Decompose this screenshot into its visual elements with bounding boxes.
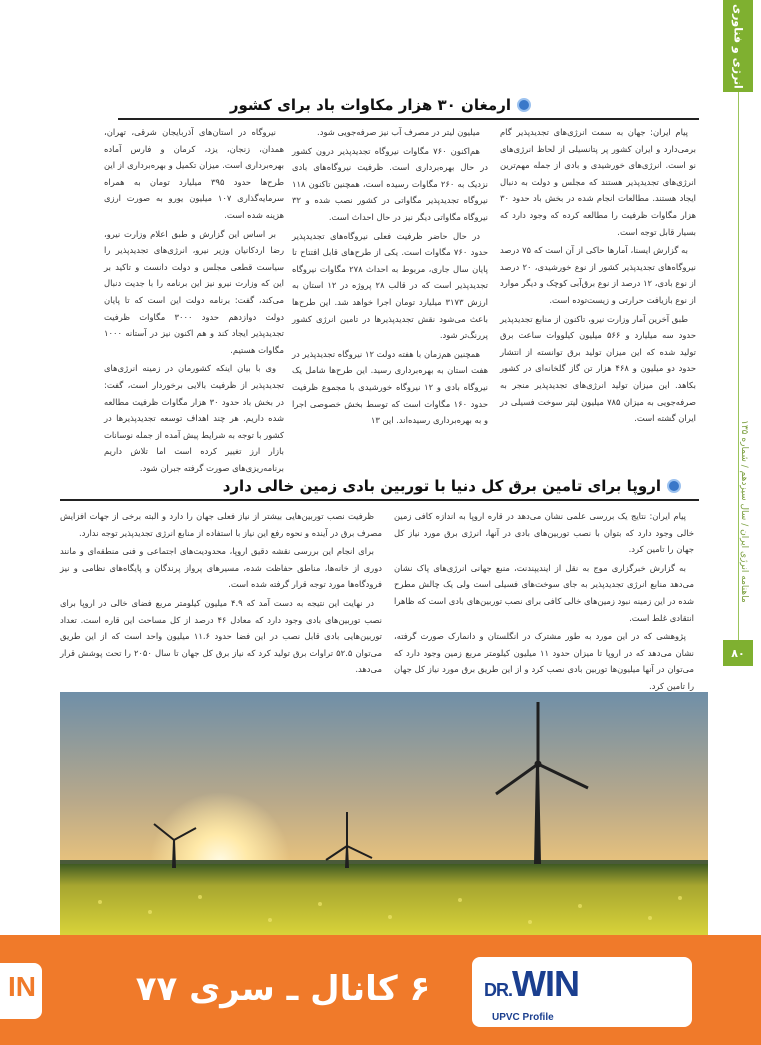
paragraph: هم‌اکنون ۷۶۰ مگاوات نیروگاه تجدیدپذیر درون کشور در حال بهره‌برداری است. ظرفیت نیروگاه‌های بادی نزدیک به ۲۶۰ مگاوات رسیده است، همچنین تاکنون ۱۱۸ نیروگاه تجدیدپذیر مگاواتی در کشور نصب شده و ۳۲ نیروگاه مگاواتی دیگر نیز در حال احداث است.: [292, 145, 488, 222]
brand-main: WIN: [512, 963, 579, 1004]
article1-column-3: [104, 124, 284, 473]
article1-title: [230, 96, 531, 114]
article2-column-1: [394, 508, 694, 691]
paragraph: برای انجام این بررسی نقشه دقیق اروپا، محدودیت‌های اجتماعی و فنی منطقه‌ای و مانند دوری از خانه‌ها، مناطق حفاظت شده، مسیرهای پرواز پرندگان و پایگاه‌های نظامی و نیز فرودگاه‌ها مورد توجه قرار گرفته شده است.: [60, 546, 382, 590]
wind-turbine-photo: [60, 692, 708, 936]
paragraph: میلیون لیتر در مصرف آب نیز صرفه‌جویی شود.: [317, 127, 480, 137]
paragraph: همچنین هم‌زمان با هفته دولت ۱۲ نیروگاه تجدیدپذیر در هفت استان به بهره‌برداری رسید. این طرح‌ها شامل یک نیروگاه بادی و ۱۲ نیروگاه خورشیدی با مجموع ظرفیت حدود ۱۶۰ مگاوات است که توسط بخش خصوصی اجرا و به بهره‌برداری رسیده‌اند. این ۱۳: [292, 348, 488, 426]
paragraph: پیام ایران: جهان به سمت انرژی‌های تجدیدپذیر گام برمی‌دارد و ایران کشور پر پتانسیلی از لحاظ انرژی‌های نو است. انرژی‌های خورشیدی و بادی از جمله مهم‌ترین انرژی‌های تجدیدپذیر هستند که مجلس و دولت به دنبال ایجاد هستند. مطالعات انجام شده در بخش باد حدود ۳۰ هزار مگاوات ظرفیت را مطالعه کرده که وجود دارد که بسیار قابل توجه است.: [500, 127, 696, 237]
side-margin: [711, 0, 761, 935]
brand-name: [484, 963, 579, 1005]
paragraph: وی با بیان اینکه کشورمان در زمینه انرژی‌های تجدیدپذیر از ظرفیت بالایی برخوردار است، گفت: در بخش باد حدود ۳۰ هزار مگاوات ظرفیت مطالعه شده داریم. هر چند اهداف توسعه تجدیدپذیرها در کشور با توجه به شرایط پیش آمده از جمله نوسانات بازار ارز تغییر کرده است اما تلاش داریم برنامه‌ریزی‌های صورت گرفته جبران شود.: [104, 363, 284, 473]
title-bullet-icon: [667, 479, 681, 493]
partner-logo: [0, 963, 42, 1019]
flower-field: [60, 864, 708, 936]
article2-title-rule: [60, 499, 699, 501]
paragraph: طبق آخرین آمار وزارت نیرو، تاکنون از منابع تجدیدپذیر حدود سه میلیارد و ۵۶۶ میلیون کیلووات ساعت برق تولید شده که این میزان تولید برق توانسته از انتشار حدود دو میلیون و ۴۶۸ هزار تن گاز گلخانه‌ای در کشور بکاهد. این میزان تولید انرژی‌های تجدیدپذیر منجر به صرفه‌جویی به میزان ۷۸۵ میلیون لیتر سوخت فسیلی در ایران گشته است.: [500, 313, 697, 424]
page-number: ۸۰: [723, 640, 753, 666]
article2-column-2: [60, 508, 382, 684]
article2-title: [223, 477, 681, 495]
paragraph: بر اساس این گزارش و طبق اعلام وزارت نیرو، رضا اردکانیان وزیر نیرو، انرژی‌های تجدیدپذیر را سیاست قطعی مجلس و دولت دانست و تاکید بر این که وزارت نیرو نیز این برنامه را با جدیت دنبال می‌کند، گفت: برنامه دولت این است که تا پایان دولت دوازدهم حدود ۳۰۰۰ مگاوات ظرفیت تجدیدپذیر ایجاد کند و هم اکنون نیز در آستانه ۱۰۰۰ مگاوات هستیم.: [104, 228, 284, 355]
article1-column-2: [292, 124, 488, 476]
paragraph: به گزارش خبرگزاری موج به نقل از ایندیپندنت، منبع جهانی انرژی‌های پاک نشان می‌دهد منابع انرژی تجدیدپذیر به جای سوخت‌های فسیلی است ولی یک چالش مطرح شده در این زمینه نبود زمین‌های خالی کافی برای نصب توربین‌های بادی است که ظاهرا انتقادی غلط است.: [394, 562, 694, 623]
title-bullet-icon: [517, 98, 531, 112]
wind-turbine-illustration: [60, 692, 708, 936]
paragraph: نیروگاه در استان‌های آذربایجان شرقی، تهران، همدان، زنجان، یزد، کرمان و فارس آماده بهره‌برداری است. میزان تکمیل و بهره‌برداری از این طرح‌ها حدود ۳۹۵ میلیارد تومان به همراه سرمایه‌گذاری ۱۰۷ میلیون یورو به صورت ارزی هزینه شده است.: [104, 127, 284, 220]
ad-slogan: ۶ کانال ـ سری ۷۷: [135, 969, 431, 1009]
paragraph: در نهایت این نتیجه به دست آمد که ۴.۹ میلیون کیلومتر مربع فضای خالی در اروپا برای نصب توربین‌های بادی وجود دارد که معادل ۴۶ درصد از کل مساحت این قاره است. تعداد توربین‌هایی بادی قابل نصب در این فضا حدود ۱۱.۶ میلیون واحد است که از این طریق می‌توان ۵۲.۵ تراوات برق تولید کرد که نیاز برق کل جهان تا سال ۲۰۵۰ را تحت پوشش قرار می‌دهد.: [60, 597, 383, 675]
paragraph: به گزارش ایسنا، آمارها حاکی از آن است که ۷۵ درصد نیروگاه‌های تجدیدپذیر کشور از نوع خورشیدی، ۲۰ درصد از نوع بادی، ۱۲ درصد از نوع برق‌آبی کوچک و دیگر موارد از نوع بازیافت حرارتی و زیست‌توده است.: [500, 245, 696, 305]
partner-logo-text: IN: [8, 971, 36, 1002]
brand-tagline: UPVC Profile: [492, 1012, 554, 1023]
paragraph: پژوهشی که در این مورد به طور مشترک در انگلستان و دانمارک صورت گرفته، نشان می‌دهد که در اروپا تا میزان حدود ۱۱ میلیون کیلومتر مربع زمین وجود دارد که می‌توان در آنها میلیون‌ها توربین بادی نصب کرد و از این طریق برق مورد نیاز کل جهان را تامین کرد.: [394, 631, 694, 691]
article1-title-rule: [118, 118, 699, 120]
article1-column-1: [500, 124, 696, 476]
article1-title-text: ارمغان ۳۰ هزار مکاوات باد برای کشور: [229, 96, 511, 114]
section-label: انرژی و فناوری: [731, 3, 745, 89]
paragraph: پیام ایران: نتایج یک بررسی علمی نشان می‌دهد در قاره اروپا به اندازه کافی زمین خالی وجود دارد که بتوان با نصب توربین‌های بادی در آنها، انرژی برق مورد نیاز کل جهان را تامین کرد.: [394, 511, 694, 555]
article2-title-text: اروپا برای تامین برق کل دنیا با توربین بادی زمین خالی دارد: [222, 477, 661, 495]
section-tab: [723, 0, 753, 92]
paragraph: در حال حاضر ظرفیت فعلی نیروگاه‌های تجدیدپذیر حدود ۷۶۰ مگاوات است. یکی از طرح‌های قابل افتتاح تا پایان سال جاری، مربوط به احداث ۲۷۸ مگاوات نیروگاه تجدیدپذیر است که در قالب ۲۸ پروژه در ۱۲ استان به ارزش ۳۱۷۳ میلیارد تومان اجرا خواهد شد. این طرح‌ها باعث می‌شود نقش تجدیدپذیرها در تامین انرژی کشور پررنگ‌تر شود.: [292, 230, 488, 341]
paragraph: ظرفیت نصب توربین‌هایی بیشتر از نیاز فعلی جهان را دارد و البته برخی از جهات افزایش مصرف برق در آینده و نحوه رفع این نیاز با استفاده از منابع انرژی تجدیدپذیر توجه ندارد.: [60, 511, 382, 538]
advertisement-banner: [0, 935, 761, 1045]
issue-info: ماهنامه انرژی ایران / سال سیزدهم / شماره ۱۳۵: [739, 420, 749, 603]
brand-logo: [472, 957, 692, 1027]
brand-prefix: DR.: [484, 980, 512, 1000]
